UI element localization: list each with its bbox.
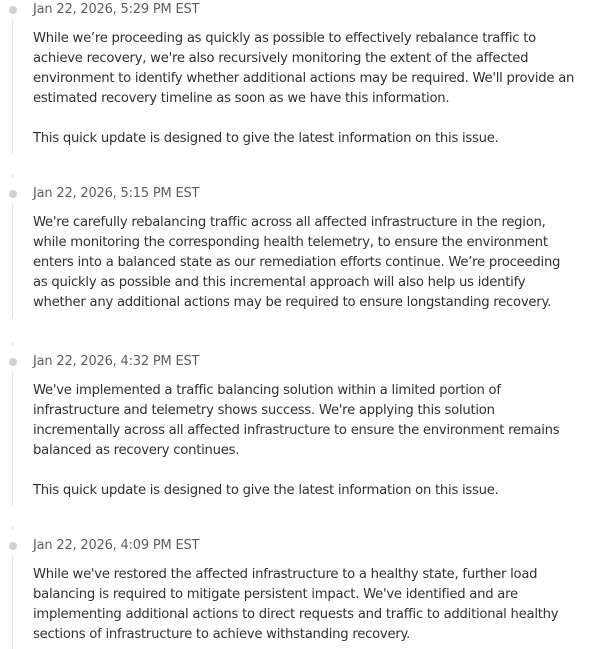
timeline-dot-icon	[9, 542, 17, 550]
update-timestamp: Jan 22, 2026, 5:29 PM EST	[33, 2, 200, 17]
timeline-entry	[0, 352, 603, 501]
timeline-dot-icon	[9, 190, 17, 198]
update-timestamp: Jan 22, 2026, 4:09 PM EST	[33, 538, 200, 553]
timeline-rail	[12, 526, 13, 530]
timeline-rail	[12, 556, 13, 649]
timeline-rail	[12, 342, 13, 346]
update-timestamp: Jan 22, 2026, 4:32 PM EST	[33, 354, 200, 369]
update-body	[33, 381, 578, 501]
update-body	[33, 29, 578, 149]
update-paragraph: This quick update is designed to give the latest information on this issue.	[33, 131, 499, 146]
update-body	[33, 565, 578, 645]
timeline-rail	[12, 174, 13, 178]
timeline-entry	[0, 184, 603, 313]
timeline-rail	[12, 204, 13, 317]
timeline-entry	[0, 536, 603, 645]
update-paragraph: While we've restored the affected infrastructure to a healthy state, further load balancing is required to mitigate persistent impact. We've identified and are implementing additional actions to direct requests and traffic to additional healthy sections of infrastructure to achieve withstanding recovery.	[33, 567, 559, 642]
timeline-dot-icon	[9, 358, 17, 366]
timeline-rail	[12, 20, 13, 153]
timeline-rail	[12, 372, 13, 505]
timeline-entry	[0, 0, 603, 149]
update-paragraph: We're carefully rebalancing traffic across all affected infrastructure in the region, while monitoring the corresponding health telemetry, to ensure the environment enters into a balanced state as our remediation efforts continue. We’re proceeding as quickly as possible and this incremental approach will also help us identify whether any additional actions may be required to ensure longstanding recovery.	[33, 215, 561, 310]
update-paragraph: While we’re proceeding as quickly as possible to effectively rebalance traffic to achieve recovery, we're also recursively monitoring the extent of the affected environment to identify whether additional actions may be required. We'll provide an estimated recovery timeline as soon as we have this information.	[33, 31, 575, 106]
update-paragraph: This quick update is designed to give the latest information on this issue.	[33, 483, 499, 498]
update-timestamp: Jan 22, 2026, 5:15 PM EST	[33, 186, 200, 201]
update-body	[33, 213, 578, 313]
update-paragraph: We've implemented a traffic balancing solution within a limited portion of infrastructure and telemetry shows success. We're applying this solution incrementally across all affected infrastructure to ensure the environment remains balanced as recovery continues.	[33, 383, 560, 458]
timeline-dot-icon	[9, 6, 17, 14]
